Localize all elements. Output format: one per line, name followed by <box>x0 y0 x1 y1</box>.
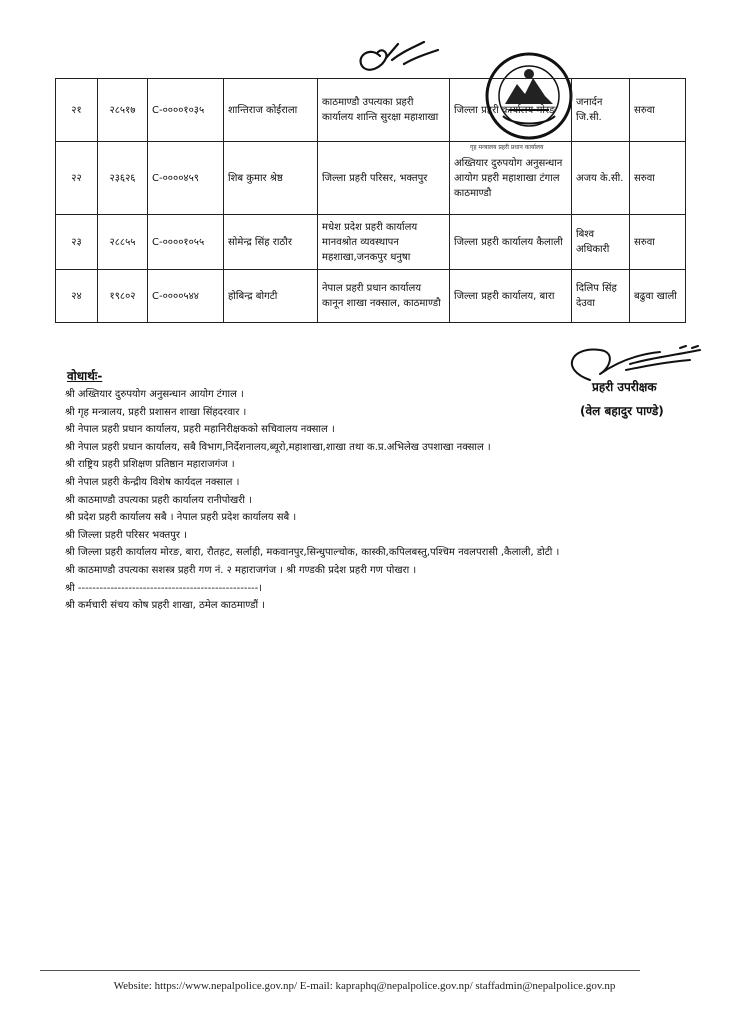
transfer-table <box>55 78 686 323</box>
signatory-title: प्रहरी उपरीक्षक <box>592 380 657 394</box>
code-cell: C-००००५४४ <box>148 270 224 323</box>
cc-item: श्री राष्ट्रिय प्रहरी प्रशिक्षण प्रतिष्ठान महाराजगंज । <box>65 459 235 471</box>
initials-signature <box>352 34 442 74</box>
from-office-cell: नेपाल प्रहरी प्रधान कार्यालय कानून शाखा नक्साल, काठमाण्डौ <box>318 270 450 323</box>
cc-item: श्री --------------------------------------------------। <box>65 582 263 594</box>
cc-item: श्री नेपाल प्रहरी प्रधान कार्यालय, प्रहरी महानिरीक्षकको सचिवालय नक्साल । <box>65 424 335 436</box>
serial-cell: २३ <box>56 215 98 270</box>
cc-list <box>65 386 559 615</box>
name-cell: शान्तिराज कोईराला <box>224 79 318 142</box>
cc-item: श्री गृह मन्त्रालय, प्रहरी प्रशासन शाखा सिंहदरवार । <box>65 406 247 418</box>
approver-cell: अजय के.सी. <box>572 142 630 215</box>
cc-item: श्री अख्तियार दुरुपयोग अनुसन्धान आयोग टंगाल । <box>65 389 244 400</box>
remark-cell: सरुवा <box>630 142 686 215</box>
from-office-cell: काठमाण्डौ उपत्यका प्रहरी कार्यालय शान्ति सुरक्षा महाशाखा <box>318 79 450 142</box>
police-id-cell: २८८५५ <box>98 215 148 270</box>
cc-heading: वोधार्थः- <box>67 369 103 383</box>
name-cell: होबिन्द्र बोगटी <box>224 270 318 323</box>
serial-cell: २४ <box>56 270 98 323</box>
cc-item: श्री काठमाण्डौ उपत्यका प्रहरी कार्यालय रानीपोखरी । <box>65 494 252 506</box>
cc-item: श्री जिल्ला प्रहरी कार्यालय मोरङ, बारा, रौतहट, सर्लाही, मकवानपुर,सिन्धुपाल्चोक, कास्की,कपिलबस्तु,पश्चिम नवलपरासी ,कैलाली, डोटी । <box>65 547 560 559</box>
from-office-cell: जिल्ला प्रहरी परिसर, भक्तपुर <box>318 142 450 215</box>
approver-cell: जनार्दन जि.सी. <box>572 79 630 142</box>
remark-cell: बढुवा खाली <box>630 270 686 323</box>
cc-item: श्री काठमाण्डौ उपत्यका सशस्त्र प्रहरी गण नं. २ महाराजगंज । श्री गण्डकी प्रदेश प्रहरी गण पोखरा । <box>65 564 417 576</box>
from-office-cell: मधेश प्रदेश प्रहरी कार्यालय मानवश्रोत व्यवस्थापन महशाखा,जनकपुर धनुषा <box>318 215 450 270</box>
cc-item: श्री कर्मचारी संचय कोष प्रहरी शाखा, ठमेल काठमाण्डौं । <box>65 600 266 612</box>
table-row <box>56 270 686 323</box>
table-row <box>56 215 686 270</box>
police-id-cell: २८५१७ <box>98 79 148 142</box>
serial-cell: २२ <box>56 142 98 215</box>
to-office-cell: जिल्ला प्रहरी कार्यालय मोरङ <box>450 79 572 142</box>
cc-item: श्री नेपाल प्रहरी प्रधान कार्यालय, सबै विभाग,निर्देशनालय,ब्यूरो,महाशाखा,शाखा तथा क.प्र.अभिलेख उपशाखा नक्साल । <box>65 441 491 453</box>
signatory-name: (वेल बहादुर पाण्डे) <box>580 404 664 418</box>
name-cell: सोमेन्द्र सिंह राठौर <box>224 215 318 270</box>
table-row <box>56 79 686 142</box>
name-cell: शिब कुमार श्रेष्ठ <box>224 142 318 215</box>
code-cell: C-००००१०५५ <box>148 215 224 270</box>
to-office-cell: अख्तियार दुरुपयोग अनुसन्धान आयोग प्रहरी महाशाखा टंगाल काठमाण्डौ <box>450 142 572 215</box>
to-office-cell: जिल्ला प्रहरी कार्यालय, बारा <box>450 270 572 323</box>
serial-cell: २१ <box>56 79 98 142</box>
seal-text: गृह मन्त्रालय प्रहरी प्रधान कार्यालय <box>470 144 544 151</box>
cc-item: श्री जिल्ला प्रहरी परिसर भक्तपुर । <box>65 529 187 541</box>
approver-cell: बिश्व अधिकारी <box>572 215 630 270</box>
remark-cell: सरुवा <box>630 215 686 270</box>
footer-contact: Website: https://www.nepalpolice.gov.np/ E-mail: kapraphq@nepalpolice.gov.np/ staffadmin@nepalpolice.gov.np <box>113 980 616 992</box>
cc-item: श्री नेपाल प्रहरी केन्द्रीय विशेष कार्यदल नक्साल । <box>65 476 240 488</box>
code-cell: C-००००१०३५ <box>148 79 224 142</box>
table-row <box>56 142 686 215</box>
code-cell: C-००००४५९ <box>148 142 224 215</box>
remark-cell: सरुवा <box>630 79 686 142</box>
to-office-cell: जिल्ला प्रहरी कार्यालय कैलाली <box>450 215 572 270</box>
cc-item: श्री प्रदेश प्रहरी कार्यालय सबै । नेपाल प्रहरी प्रदेश कार्यालय सबै । <box>65 512 297 524</box>
approver-cell: दिलिप सिंह देउवा <box>572 270 630 323</box>
police-id-cell: २३६२६ <box>98 142 148 215</box>
police-id-cell: १९८०२ <box>98 270 148 323</box>
footer-divider <box>40 970 640 971</box>
